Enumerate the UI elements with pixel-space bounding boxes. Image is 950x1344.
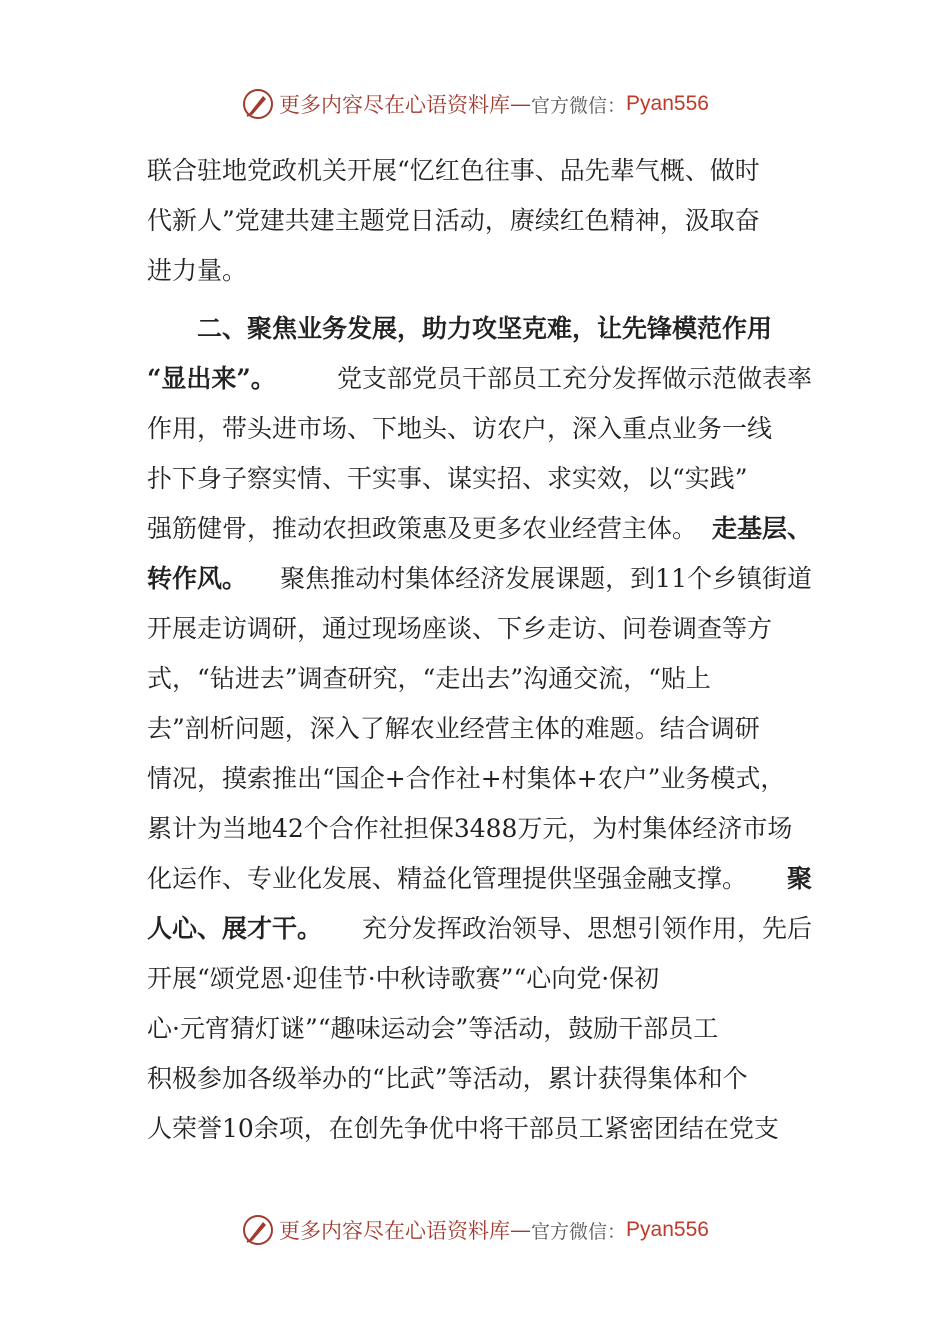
text-line: 作用，带头进市场、下地头、访农户，深入重点业务一线 — [147, 414, 773, 443]
text-line: 强筋健骨，推动农担政策惠及更多农业经营主体。 走基层、 — [147, 504, 812, 554]
heading-tail: “显出来”。 — [147, 364, 276, 393]
wechat-id: Pyan556 — [626, 1218, 709, 1241]
wechat-label: 官方微信： — [531, 1220, 627, 1243]
quill-pen-icon — [241, 1213, 275, 1247]
banner-dash: — — [510, 1218, 532, 1242]
subheading: 人心、展才干。 — [147, 914, 323, 943]
banner-dash: — — [510, 92, 532, 116]
subheading: 聚 — [786, 864, 812, 893]
banner-text: 更多内容尽在心语资料库 — [279, 93, 511, 117]
text-line: 心·元宵猜灯谜”“趣味运动会”等活动，鼓励干部员工 — [147, 1014, 719, 1043]
text-line: 联合驻地党政机关开展“忆红色往事、品先辈气概、做时 — [147, 156, 760, 185]
text-line: 人荣誉10余项，在创先争优中将干部员工紧密团结在党支 — [147, 1114, 779, 1143]
text-line: 化运作、专业化发展、精益化管理提供坚强金融支撑。 聚 — [147, 854, 812, 904]
banner-text: 更多内容尽在心语资料库 — [279, 1219, 511, 1243]
document-body — [147, 146, 812, 1154]
quill-pen-icon — [241, 87, 275, 121]
subheading: 转作风。 — [147, 564, 248, 593]
text-line: 转作风。 聚焦推动村集体经济发展课题，到11个乡镇街道 — [147, 554, 812, 604]
footer-banner — [0, 1210, 950, 1250]
wechat-label: 官方微信： — [531, 94, 627, 117]
wechat-id: Pyan556 — [626, 92, 709, 115]
text-line: 情况，摸索推出“国企+合作社+村集体+农户”业务模式， — [147, 764, 786, 793]
section-heading: 二、聚焦业务发展，助力攻坚克难，让先锋模范作用 — [197, 314, 773, 343]
text-line: 代新人”党建共建主题党日活动，赓续红色精神，汲取奋 — [147, 206, 760, 235]
text-line: “显出来”。 党支部党员干部员工充分发挥做示范做表率 — [147, 354, 812, 404]
text-line: 去”剖析问题，深入了解农业经营主体的难题。结合调研 — [147, 714, 760, 743]
text-line: 积极参加各级举办的“比武”等活动，累计获得集体和个 — [147, 1064, 748, 1093]
header-banner — [0, 84, 950, 124]
text-line: 人心、展才干。 充分发挥政治领导、思想引领作用，先后 — [147, 904, 812, 954]
text-line: 扑下身子察实情、干实事、谋实招、求实效，以“实践” — [147, 464, 748, 493]
text-line: 开展“颂党恩·迎佳节·中秋诗歌赛”“心向党·保初 — [147, 964, 660, 993]
text-line: 累计为当地42个合作社担保3488万元，为村集体经济市场 — [147, 814, 793, 843]
text-line: 进力量。 — [147, 256, 248, 285]
subheading: 走基层、 — [711, 514, 812, 543]
text-line: 开展走访调研，通过现场座谈、下乡走访、问卷调查等方 — [147, 614, 773, 643]
text-line: 式，“钻进去”调查研究，“走出去”沟通交流，“贴上 — [147, 664, 711, 693]
